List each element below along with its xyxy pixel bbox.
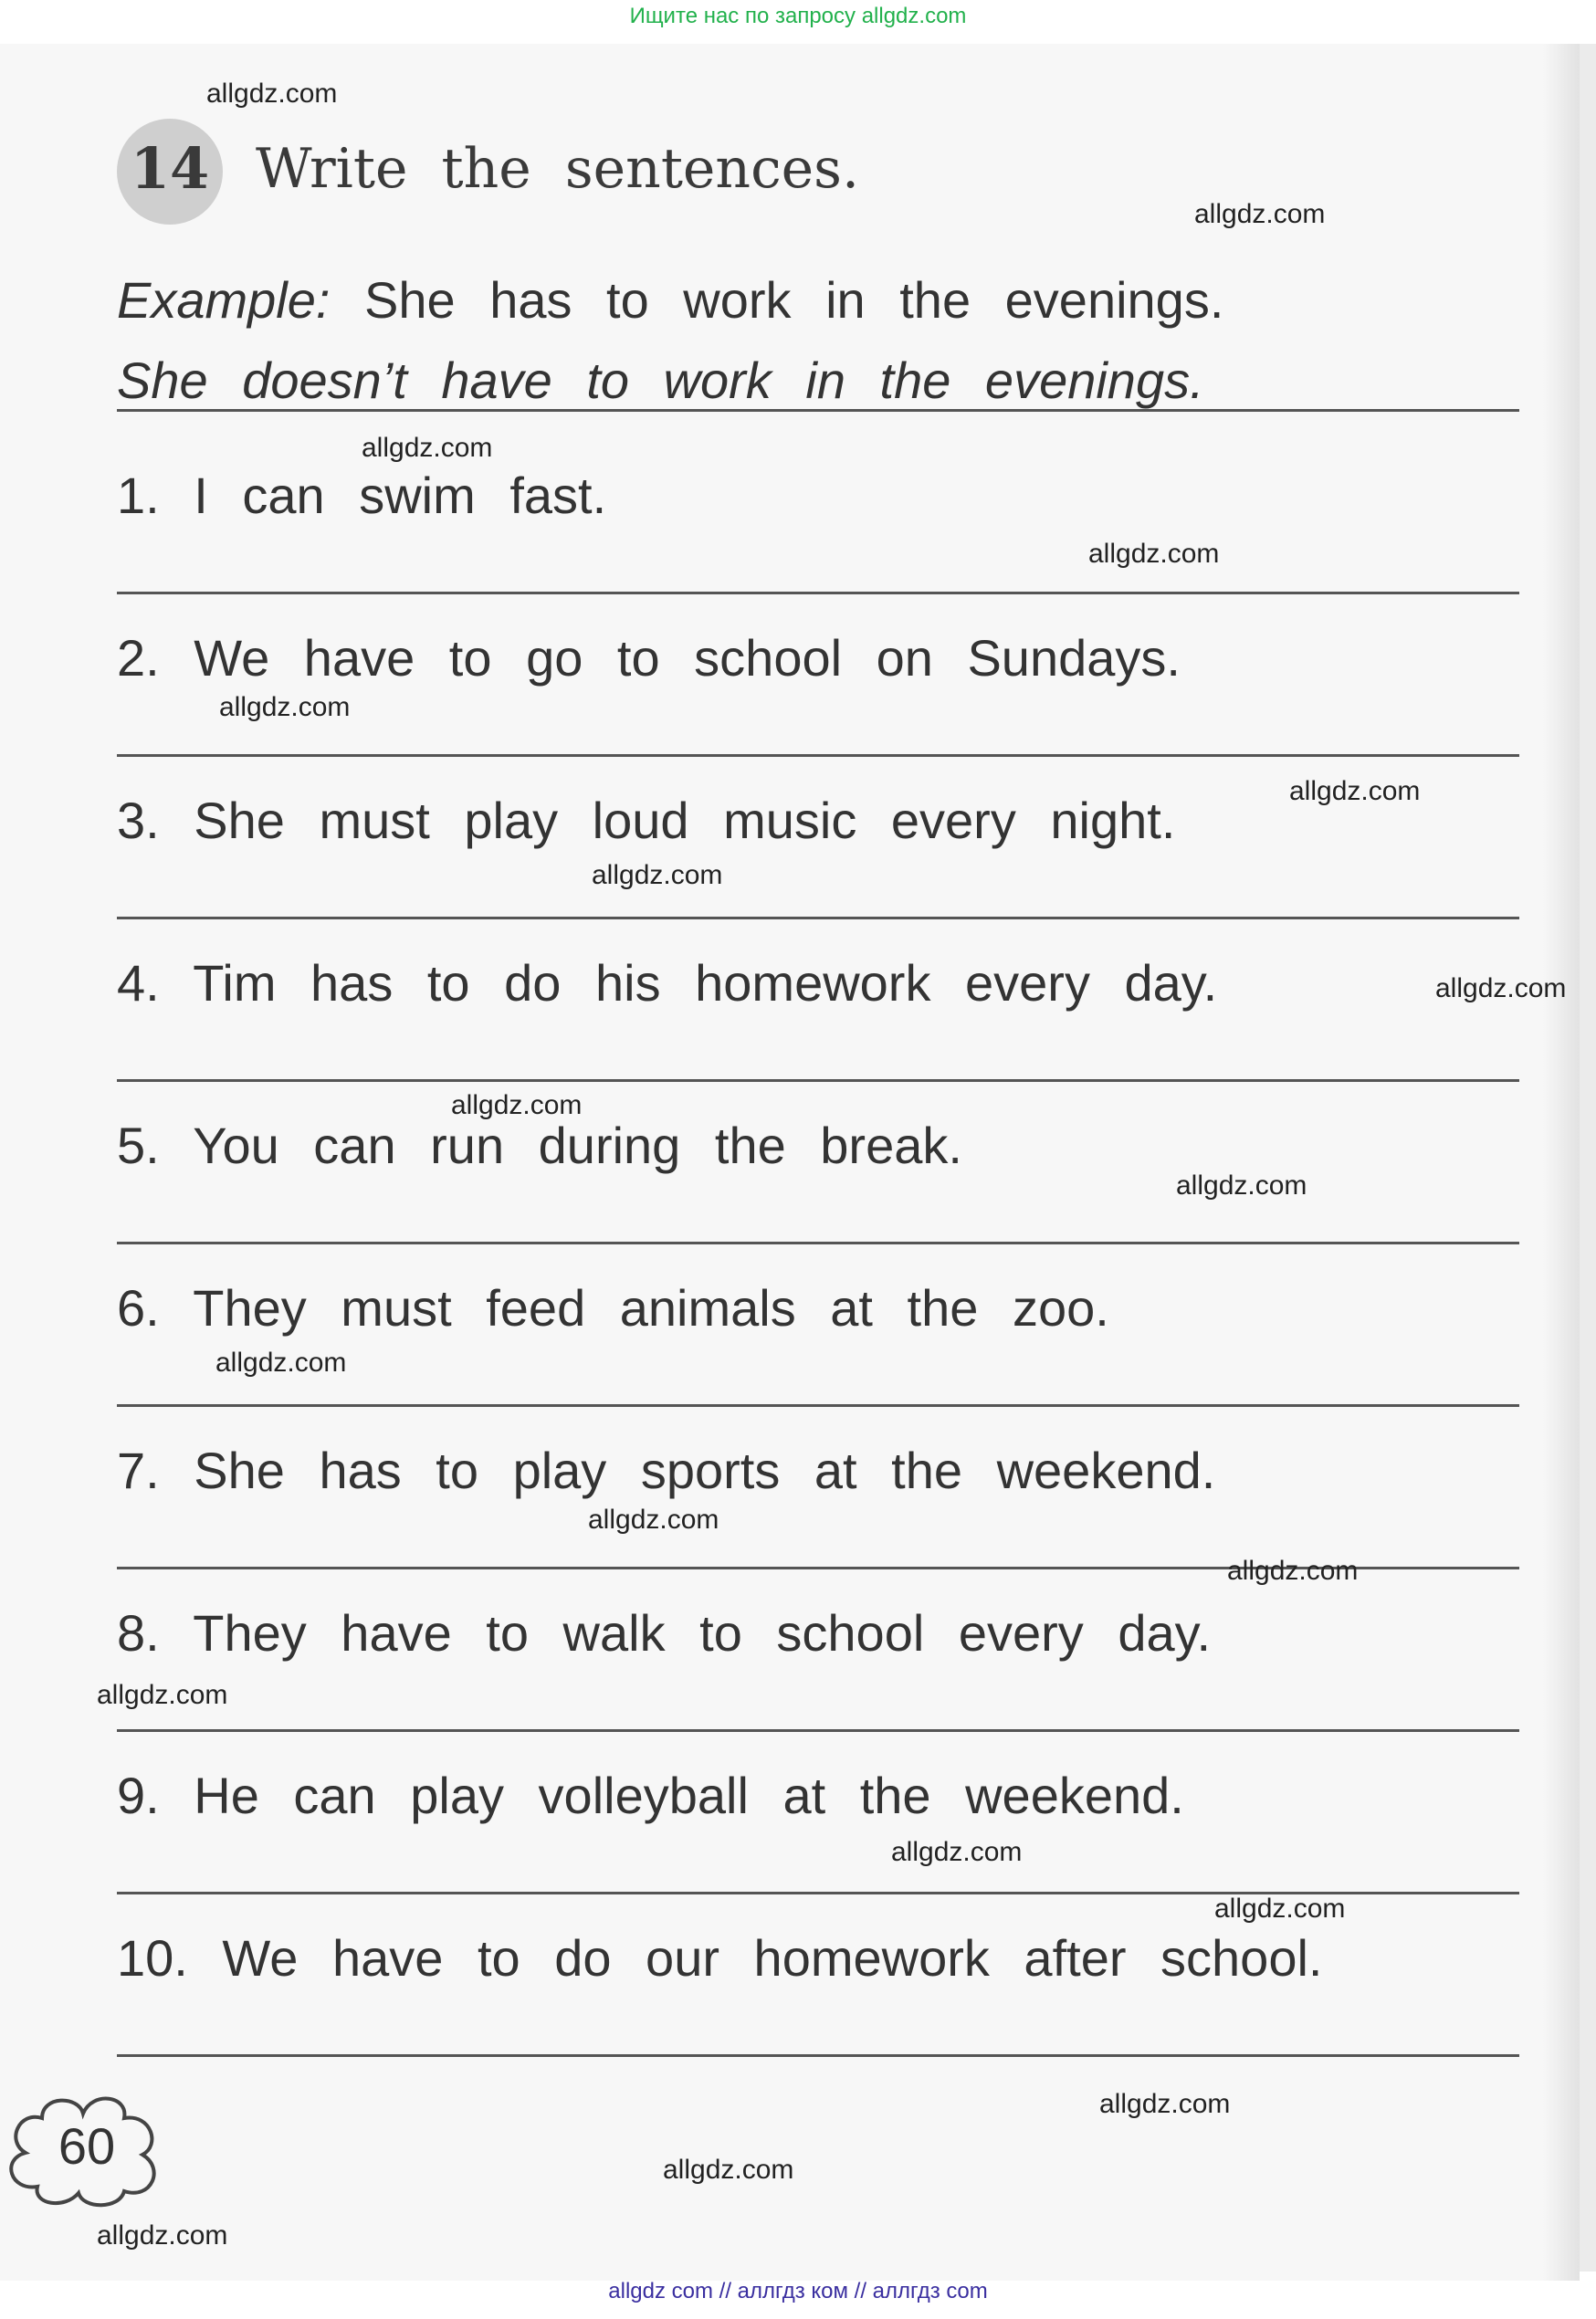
sentence-8: 8. They have to walk to school every day. — [117, 1604, 1212, 1662]
watermark: allgdz.com — [1435, 973, 1567, 1003]
answer-line-example — [117, 409, 1519, 412]
answer-line-2[interactable] — [117, 754, 1519, 757]
answer-line-4[interactable] — [117, 1079, 1519, 1082]
bottom-banner[interactable]: allgdz com // аллгдз ком // аллгдз com — [608, 2279, 988, 2303]
top-banner[interactable]: Ищите нас по запросу allgdz.com — [629, 4, 967, 28]
watermark: allgdz.com — [97, 2220, 228, 2251]
watermark: allgdz.com — [592, 860, 723, 890]
watermark: allgdz.com — [362, 433, 493, 463]
watermark: allgdz.com — [1214, 1894, 1346, 1924]
exercise-number: 14 — [130, 135, 210, 202]
sentence-5: 5. You can run during the break. — [117, 1117, 962, 1174]
exercise-title: Write the sentences. — [256, 137, 860, 201]
example-sentence: She has to work in the evenings. — [364, 271, 1224, 329]
sentence-6: 6. They must feed animals at the zoo. — [117, 1279, 1109, 1337]
page-edge-shadow — [1543, 44, 1580, 2281]
sentence-3: 3. She must play loud music every night. — [117, 792, 1176, 849]
answer-line-5[interactable] — [117, 1242, 1519, 1244]
sentence-1: 1. I can swim fast. — [117, 467, 607, 524]
sentence-7: 7. She has to play sports at the weekend. — [117, 1442, 1216, 1499]
watermark: allgdz.com — [97, 1680, 228, 1710]
sentence-2: 2. We have to go to school on Sundays. — [117, 629, 1181, 687]
watermark: allgdz.com — [588, 1505, 719, 1535]
sentence-10: 10. We have to do our homework after school. — [117, 1929, 1323, 1987]
answer-line-6[interactable] — [117, 1404, 1519, 1407]
sentence-9: 9. He can play volleyball at the weekend. — [117, 1767, 1184, 1824]
watermark: allgdz.com — [1088, 539, 1220, 569]
answer-line-8[interactable] — [117, 1729, 1519, 1732]
watermark: allgdz.com — [663, 2155, 794, 2185]
answer-line-3[interactable] — [117, 917, 1519, 919]
watermark: allgdz.com — [1289, 776, 1421, 806]
watermark: allgdz.com — [451, 1090, 583, 1120]
page-number: 60 — [58, 2117, 116, 2175]
sentence-4: 4. Tim has to do his homework every day. — [117, 954, 1218, 1012]
watermark: allgdz.com — [1176, 1170, 1307, 1201]
watermark: allgdz.com — [215, 1348, 347, 1378]
example-label: Example: — [117, 271, 331, 329]
watermark: allgdz.com — [891, 1837, 1023, 1867]
watermark: allgdz.com — [206, 79, 338, 109]
watermark: allgdz.com — [1099, 2089, 1231, 2119]
answer-line-1[interactable] — [117, 592, 1519, 594]
answer-line-10[interactable] — [117, 2054, 1519, 2057]
watermark: allgdz.com — [1194, 199, 1326, 229]
example-answer: She doesn’t have to work in the evenings. — [117, 352, 1204, 409]
watermark: allgdz.com — [219, 692, 351, 722]
watermark: allgdz.com — [1227, 1556, 1359, 1586]
example-line — [117, 270, 1223, 330]
